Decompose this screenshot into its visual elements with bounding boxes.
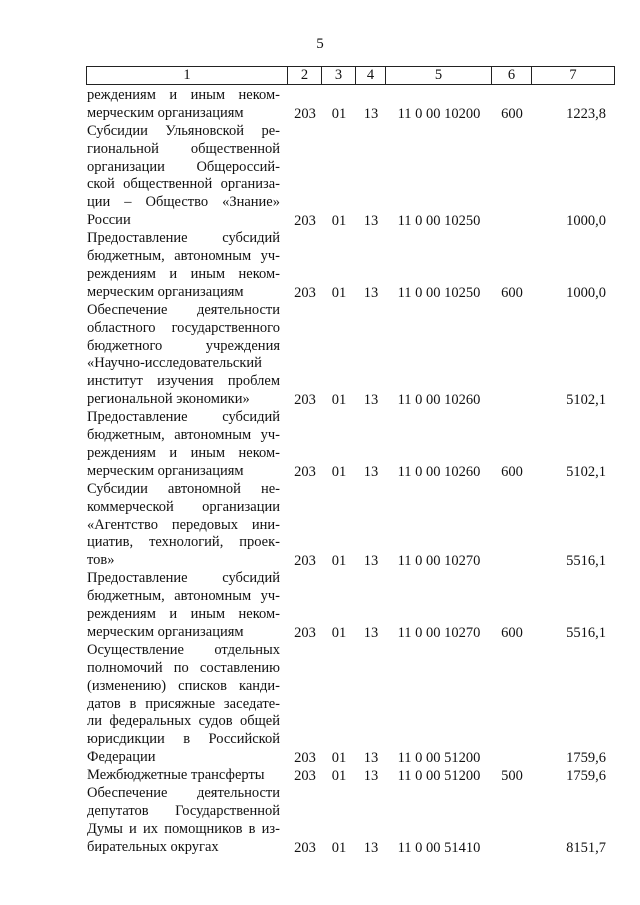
description-line: Предоставление субсидий [87,570,280,587]
subsection-code: 13 [363,392,379,409]
table-row [0,481,640,571]
subsection-code: 13 [363,750,379,767]
subsection-code: 13 [363,768,379,785]
ministry-code: 203 [294,553,316,570]
description-line: Обеспечение деятельности [87,785,280,802]
expense-type-code: 600 [501,463,523,480]
description-line: мерческим организациям [87,623,244,640]
table-row [0,230,640,302]
expense-type-code [492,391,532,409]
amount: 5102,1 [566,392,606,409]
description-line: мерческим организациям [87,283,244,300]
expense-type-code: 600 [501,105,523,122]
target-item-code: 11 0 00 10270 [397,624,481,641]
subsection-code: 13 [363,284,379,301]
description-line: организации Общероссий- [87,158,280,175]
description-line: ли федеральных судов общей [87,713,280,730]
target-item-code: 11 0 00 10260 [397,392,481,409]
description-line: (изменению) списков канди- [87,677,280,694]
ministry-code: 203 [294,768,316,785]
target-item-code: 11 0 00 51410 [397,839,481,856]
description-line: Предоставление субсидий [87,409,280,426]
expense-type-code [492,839,532,857]
ministry-code: 203 [294,624,316,641]
table-row [0,767,640,785]
description-line: депутатов Государственной [87,802,280,819]
description-line: России [87,212,131,229]
amount: 1223,8 [566,105,606,122]
description-line: реждениям и иным неком- [87,265,280,282]
description-line: бюджетным, автономным уч- [87,588,280,605]
expense-type-code [492,749,532,767]
description-line: бюджетным, автономным уч- [87,427,280,444]
target-item-code: 11 0 00 10250 [397,284,481,301]
header-col-4: 4 [356,67,386,84]
amount: 5102,1 [566,463,606,480]
section-code: 01 [331,750,347,767]
description-line: Федерации [87,749,156,766]
section-code: 01 [331,392,347,409]
subsection-code: 13 [363,624,379,641]
table-header [86,66,615,85]
amount: 5516,1 [566,553,606,570]
row-description [87,481,280,570]
ministry-code: 203 [294,105,316,122]
amount: 1759,6 [566,768,606,785]
amount: 1000,0 [566,284,606,301]
description-line: «Агентство передовых ини- [87,516,280,533]
table-row [0,409,640,481]
row-description [87,570,280,642]
description-line: ской общественной организа- [87,176,280,193]
description-line: юрисдикции в Российской [87,731,280,748]
description-line: региональной экономики» [87,391,250,408]
table-row [0,123,640,230]
amount: 1000,0 [566,213,606,230]
description-line: датов в присяжные заседате- [87,695,280,712]
description-line: ции – Общество «Знание» [87,194,280,211]
page-number: 5 [316,36,324,52]
description-line: Думы и их помощников в из- [87,820,280,837]
section-code: 01 [331,284,347,301]
section-code: 01 [331,768,347,785]
row-description [87,87,280,123]
table-body [0,87,640,857]
header-col-5: 5 [386,67,492,84]
description-line: областного государственного [87,319,280,336]
subsection-code: 13 [363,839,379,856]
description-line: бюджетным, автономным уч- [87,248,280,265]
description-line: мерческим организациям [87,462,244,479]
ministry-code: 203 [294,463,316,480]
expense-type-code: 600 [501,624,523,641]
description-line: институт изучения проблем [87,373,280,390]
header-col-2: 2 [288,67,322,84]
table-row [0,302,640,409]
row-description [87,230,280,302]
subsection-code: 13 [363,213,379,230]
target-item-code: 11 0 00 10270 [397,553,481,570]
row-description [87,642,280,767]
ministry-code: 203 [294,213,316,230]
section-code: 01 [331,553,347,570]
description-line: Субсидии Ульяновской ре- [87,122,280,139]
row-description [87,767,280,785]
description-line: коммерческой организации [87,498,280,515]
row-description [87,785,280,857]
table-row [0,642,640,767]
description-line: реждениям и иным неком- [87,87,280,103]
section-code: 01 [331,105,347,122]
section-code: 01 [331,839,347,856]
description-line: Осуществление отдельных [87,641,280,658]
target-item-code: 11 0 00 10250 [397,213,481,230]
table-row [0,570,640,642]
ministry-code: 203 [294,392,316,409]
description-line: реждениям и иным неком- [87,444,280,461]
description-line: Субсидии автономной не- [87,480,280,497]
ministry-code: 203 [294,750,316,767]
description-line: полномочий по составлению [87,659,280,676]
description-line: мерческим организациям [87,104,244,121]
description-line: Обеспечение деятельности [87,301,280,318]
table-row [0,785,640,857]
ministry-code: 203 [294,839,316,856]
expense-type-code [492,552,532,570]
header-col-1: 1 [87,67,288,84]
description-line: «Научно-исследовательский [87,355,262,372]
ministry-code: 203 [294,284,316,301]
expense-type-code [492,212,532,230]
section-code: 01 [331,624,347,641]
section-code: 01 [331,463,347,480]
header-col-7: 7 [569,67,577,83]
description-line: бюджетного учреждения [87,337,280,354]
expense-type-code: 500 [501,768,523,785]
amount: 1759,6 [566,750,606,767]
header-col-3: 3 [322,67,356,84]
target-item-code: 11 0 00 51200 [397,768,481,785]
description-line: Межбюджетные трансферты [87,767,265,784]
description-line: циатив, технологий, проек- [87,534,280,551]
expense-type-code: 600 [501,284,523,301]
target-item-code: 11 0 00 10200 [397,105,481,122]
target-item-code: 11 0 00 10260 [397,463,481,480]
description-line: тов» [87,552,115,569]
description-line: Предоставление субсидий [87,230,280,247]
amount: 5516,1 [566,624,606,641]
header-col-6: 6 [492,67,532,84]
row-description [87,123,280,230]
description-line: бирательных округах [87,838,219,855]
subsection-code: 13 [363,553,379,570]
subsection-code: 13 [363,463,379,480]
description-line: гиональной общественной [87,140,280,157]
section-code: 01 [331,213,347,230]
row-description [87,302,280,409]
subsection-code: 13 [363,105,379,122]
row-description [87,409,280,481]
amount: 8151,7 [566,839,606,856]
target-item-code: 11 0 00 51200 [397,750,481,767]
description-line: реждениям и иным неком- [87,606,280,623]
table-row [0,87,640,123]
